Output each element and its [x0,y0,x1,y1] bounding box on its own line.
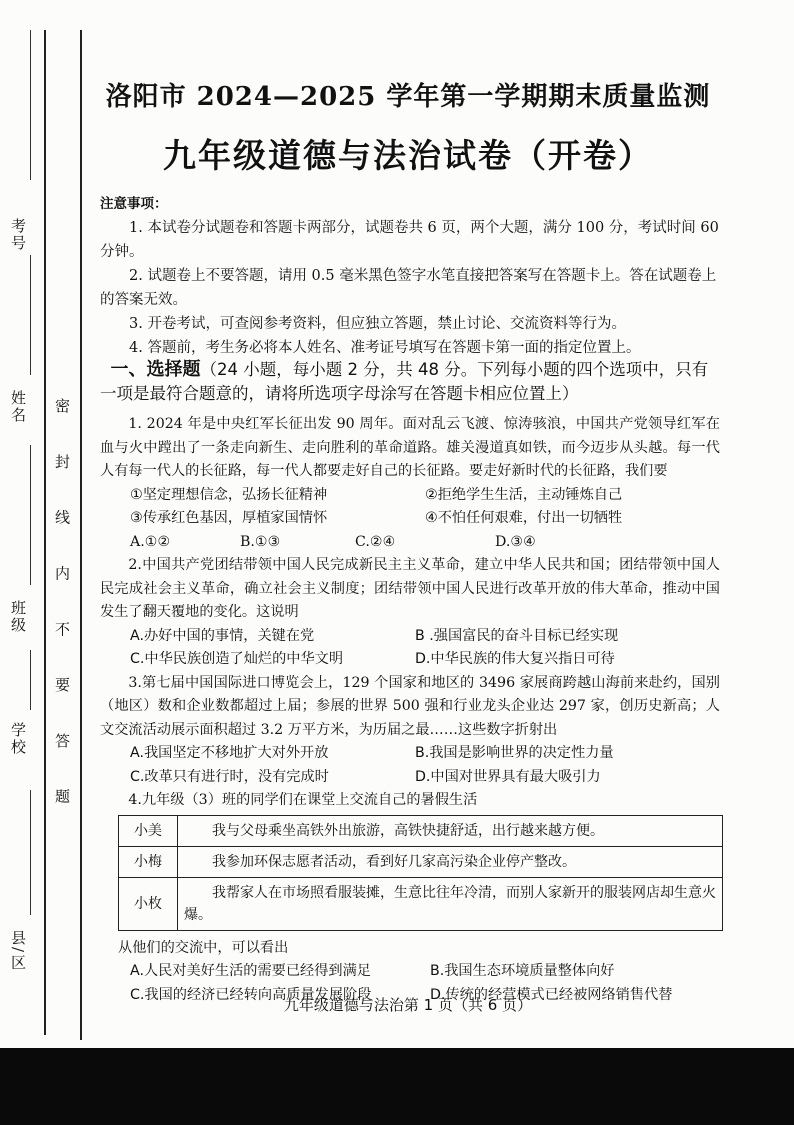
question-2-stem: 2.中国共产党团结带领中国人民完成新民主主义革命，建立中华人民共和国；团结带领中国人民完成社会主义革命，确立社会主义制度；团结带领中国人民进行改革开放的伟大革命，推动中国发生了翻天覆地的变化。这说明 [100,557,720,620]
option-d: D.传统的经营模式已经被网络销售代替 [430,986,673,1003]
class-blank [30,445,31,585]
instruction-item: 1. 本试卷分试题卷和答题卡两部分，试题卷共 6 页，两个大题，满分 100 分，考试时间 60 分钟。 [100,220,719,260]
section-one-header [100,358,720,406]
table-row [119,877,723,930]
option-d: D.③④ [495,533,536,550]
statement-3: ③传承红色基因，厚植家国情怀 [130,510,328,526]
binding-line-outer [44,30,46,1035]
question-4 [100,789,720,1007]
exam-no-label: 考号 [9,218,27,252]
exam-title: 洛阳市 2024—2025 学年第一学期期末质量监测 [105,82,711,112]
student-remark: 我帮家人在市场照看服装摊，生意比往年冷清，而别人家新开的服装网店却生意火爆。 [178,877,723,930]
option-d: D.中华民族的伟大复兴指日可待 [415,651,615,667]
table-row [119,815,723,846]
option-c: C.改革只有进行时，没有完成时 [130,768,329,785]
question-3 [100,672,720,790]
student-name: 小枚 [119,877,178,930]
option-b: B .强国富民的奋斗目标已经实现 [415,627,619,644]
page-footer: 九年级道德与法治第 1 页（共 6 页） [283,996,533,1014]
option-a: A.我国坚定不移地扩大对外开放 [130,745,329,761]
section-one-desc: （24 小题，每小题 2 分，共 48 分。下列每小题的四个选项中，只有一项是最符合题意的，请将所选项字母涂写在答题卡相应位置上） [100,360,709,403]
question-1 [100,413,720,554]
question-4-table [118,815,723,931]
instruction-item: 2. 试题卷上不要答题，请用 0.5 毫米黑色签字水笔直接把答案写在答题卡上。答在试题卷上的答案无效。 [100,268,717,308]
statement-1: ①坚定理想信念，弘扬长征精神 [130,486,328,503]
exam-subtitle: 九年级道德与法治试卷（开卷） [163,136,653,175]
questions [100,413,720,1007]
binding-margin [0,0,80,1048]
school-blank [30,650,31,710]
option-d: D.中国对世界具有最大吸引力 [415,768,601,785]
statement-4: ④不怕任何艰难，付出一切牺牲 [425,510,623,526]
question-1-options [100,531,720,555]
question-4-options [100,960,720,984]
seal-line-text: 密 封 线 内 不 要 答 题 [53,398,71,822]
option-c: C.我国的经济已经转向高质量发展阶段 [130,986,372,1003]
table-row [119,846,723,877]
student-remark: 我参加环保志愿者活动，看到好几家高污染企业停产整改。 [178,846,723,877]
class-label: 班级 [9,600,27,634]
instructions-heading: 注意事项： [100,196,168,212]
question-3-options [100,742,720,766]
option-a: A.人民对美好生活的需要已经得到满足 [130,963,371,979]
option-a: A.①② [130,533,171,550]
option-b: B.①③ [240,533,281,550]
exam-no-blank [30,30,31,180]
question-4-stem: 4.九年级（3）班的同学们在课堂上交流自己的暑假生活 [128,792,478,808]
scan-bottom-edge [0,1048,794,1125]
question-4-lead: 从他们的交流中，可以看出 [118,939,289,956]
county-label: 县/区 [9,930,27,972]
instruction-item: 4. 答题前，考生务必将本人姓名、准考证号填写在答题卡第一面的指定位置上。 [129,340,641,356]
student-remark: 我与父母乘坐高铁外出旅游，高铁快捷舒适，出行越来越方便。 [178,815,723,846]
question-2-options [100,625,720,649]
option-a: A.办好中国的事情，关键在党 [130,627,315,644]
name-blank [30,255,31,375]
section-one-title: 一、选择题 [110,359,201,380]
statement-2: ②拒绝学生生活，主动锤炼自己 [425,486,623,503]
option-c: C.②④ [355,533,396,550]
school-label: 学校 [9,722,27,756]
county-blank [30,790,31,915]
question-1-statements-row [100,484,720,508]
question-1-statements-row [100,507,720,531]
name-label: 姓名 [9,390,27,424]
student-name: 小美 [119,815,178,846]
option-b: B.我国是影响世界的决定性力量 [415,745,614,761]
question-1-stem: 1. 2024 年是中央红军长征出发 90 周年。面对乱云飞渡、惊涛骇浪，中国共产党领导红军在血与火中蹚出了一条走向新生、走向胜利的革命道路。雄关漫道真如铁，而今迈步从头越。每一代人有每一代人的长征路，每一代人都要走好自己的长征路。要走好新时代的长征路，我们要 [100,416,720,479]
question-3-options [100,766,720,790]
question-2 [100,554,720,672]
question-3-stem: 3.第七届中国国际进口博览会上，129 个国家和地区的 3496 家展商跨越山海前来赴约，国别（地区）数和企业数都超过上届；参展的世界 500 强和行业龙头企业达 297 家，创历史新高；人文交流活动展示面积超过 3.2 万平方米，为历届之最……这些数字折射出 [100,674,720,738]
question-2-options [100,648,720,672]
binding-line-inner [80,30,82,1040]
student-name: 小梅 [119,846,178,877]
option-c: C.中华民族创造了灿烂的中华文明 [130,651,344,667]
option-b: B.我国生态环境质量整体向好 [430,963,615,979]
instructions [100,192,720,360]
instruction-item: 3. 开卷考试，可查阅参考资料，但应独立答题，禁止讨论、交流资料等行为。 [129,316,626,332]
